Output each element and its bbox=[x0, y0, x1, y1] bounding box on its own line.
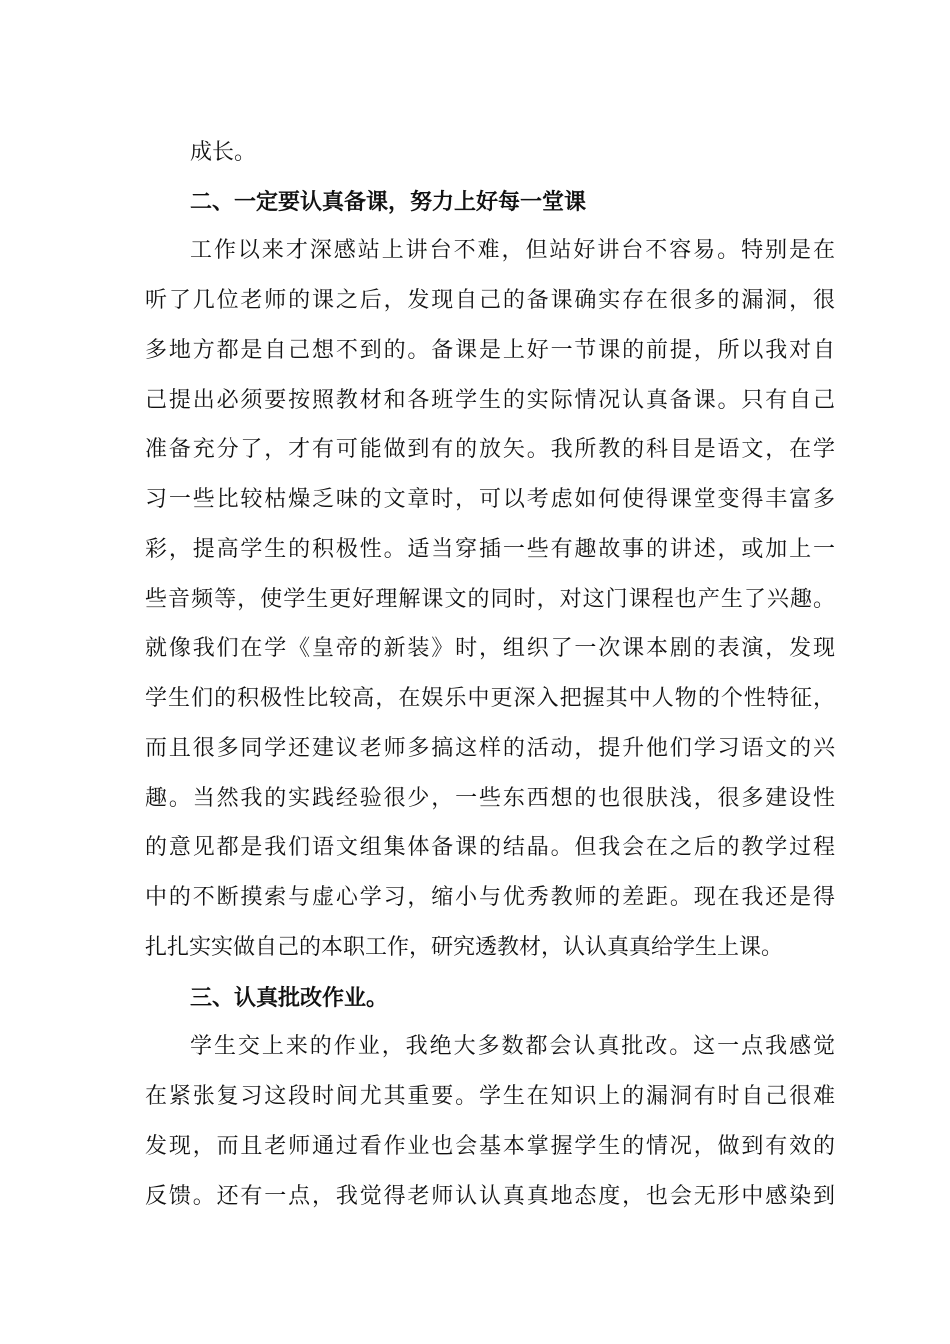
paragraph-line: 多地方都是自己想不到的。备课是上好一节课的前提，所以我对自 bbox=[145, 338, 835, 363]
paragraph-line: 就像我们在学《皇帝的新装》时，组织了一次课本剧的表演，发现 bbox=[145, 636, 835, 661]
paragraph-line: 学生们的积极性比较高，在娱乐中更深入把握其中人物的个性特征， bbox=[145, 686, 835, 711]
paragraph-line: 听了几位老师的课之后，发现自己的备课确实存在很多的漏洞，很 bbox=[145, 288, 835, 313]
paragraph-line: 趣。当然我的实践经验很少，一些东西想的也很肤浅，很多建设性 bbox=[145, 786, 835, 811]
paragraph-line: 成长。 bbox=[190, 140, 257, 165]
paragraph-line: 己提出必须要按照教材和各班学生的实际情况认真备课。只有自己 bbox=[145, 388, 835, 413]
paragraph-line: 学生交上来的作业，我绝大多数都会认真批改。这一点我感觉 bbox=[190, 1034, 835, 1059]
paragraph-line: 准备充分了，才有可能做到有的放矢。我所教的科目是语文，在学 bbox=[145, 437, 835, 462]
paragraph-line: 中的不断摸索与虚心学习，缩小与优秀教师的差距。现在我还是得 bbox=[145, 885, 835, 910]
section-heading-2: 二、一定要认真备课，努力上好每一堂课 bbox=[190, 189, 587, 215]
paragraph-line: 扎扎实实做自己的本职工作，研究透教材，认认真真给学生上课。 bbox=[145, 935, 784, 960]
paragraph-line: 彩，提高学生的积极性。适当穿插一些有趣故事的讲述，或加上一 bbox=[145, 537, 835, 562]
section-heading-3: 三、认真批改作业。 bbox=[190, 985, 389, 1011]
paragraph-line: 的意见都是我们语文组集体备课的结晶。但我会在之后的教学过程 bbox=[145, 835, 835, 860]
paragraph-line: 发现，而且老师通过看作业也会基本掌握学生的情况，做到有效的 bbox=[145, 1134, 835, 1159]
paragraph-line: 在紧张复习这段时间尤其重要。学生在知识上的漏洞有时自己很难 bbox=[145, 1084, 835, 1109]
paragraph-line: 些音频等，使学生更好理解课文的同时，对这门课程也产生了兴趣。 bbox=[145, 587, 835, 612]
paragraph-line: 工作以来才深感站上讲台不难，但站好讲台不容易。特别是在 bbox=[190, 238, 835, 263]
paragraph-line: 而且很多同学还建议老师多搞这样的活动，提升他们学习语文的兴 bbox=[145, 736, 835, 761]
paragraph-line: 反馈。还有一点，我觉得老师认认真真地态度，也会无形中感染到 bbox=[145, 1184, 835, 1209]
paragraph-line: 习一些比较枯燥乏味的文章时，可以考虑如何使得课堂变得丰富多 bbox=[145, 487, 835, 512]
